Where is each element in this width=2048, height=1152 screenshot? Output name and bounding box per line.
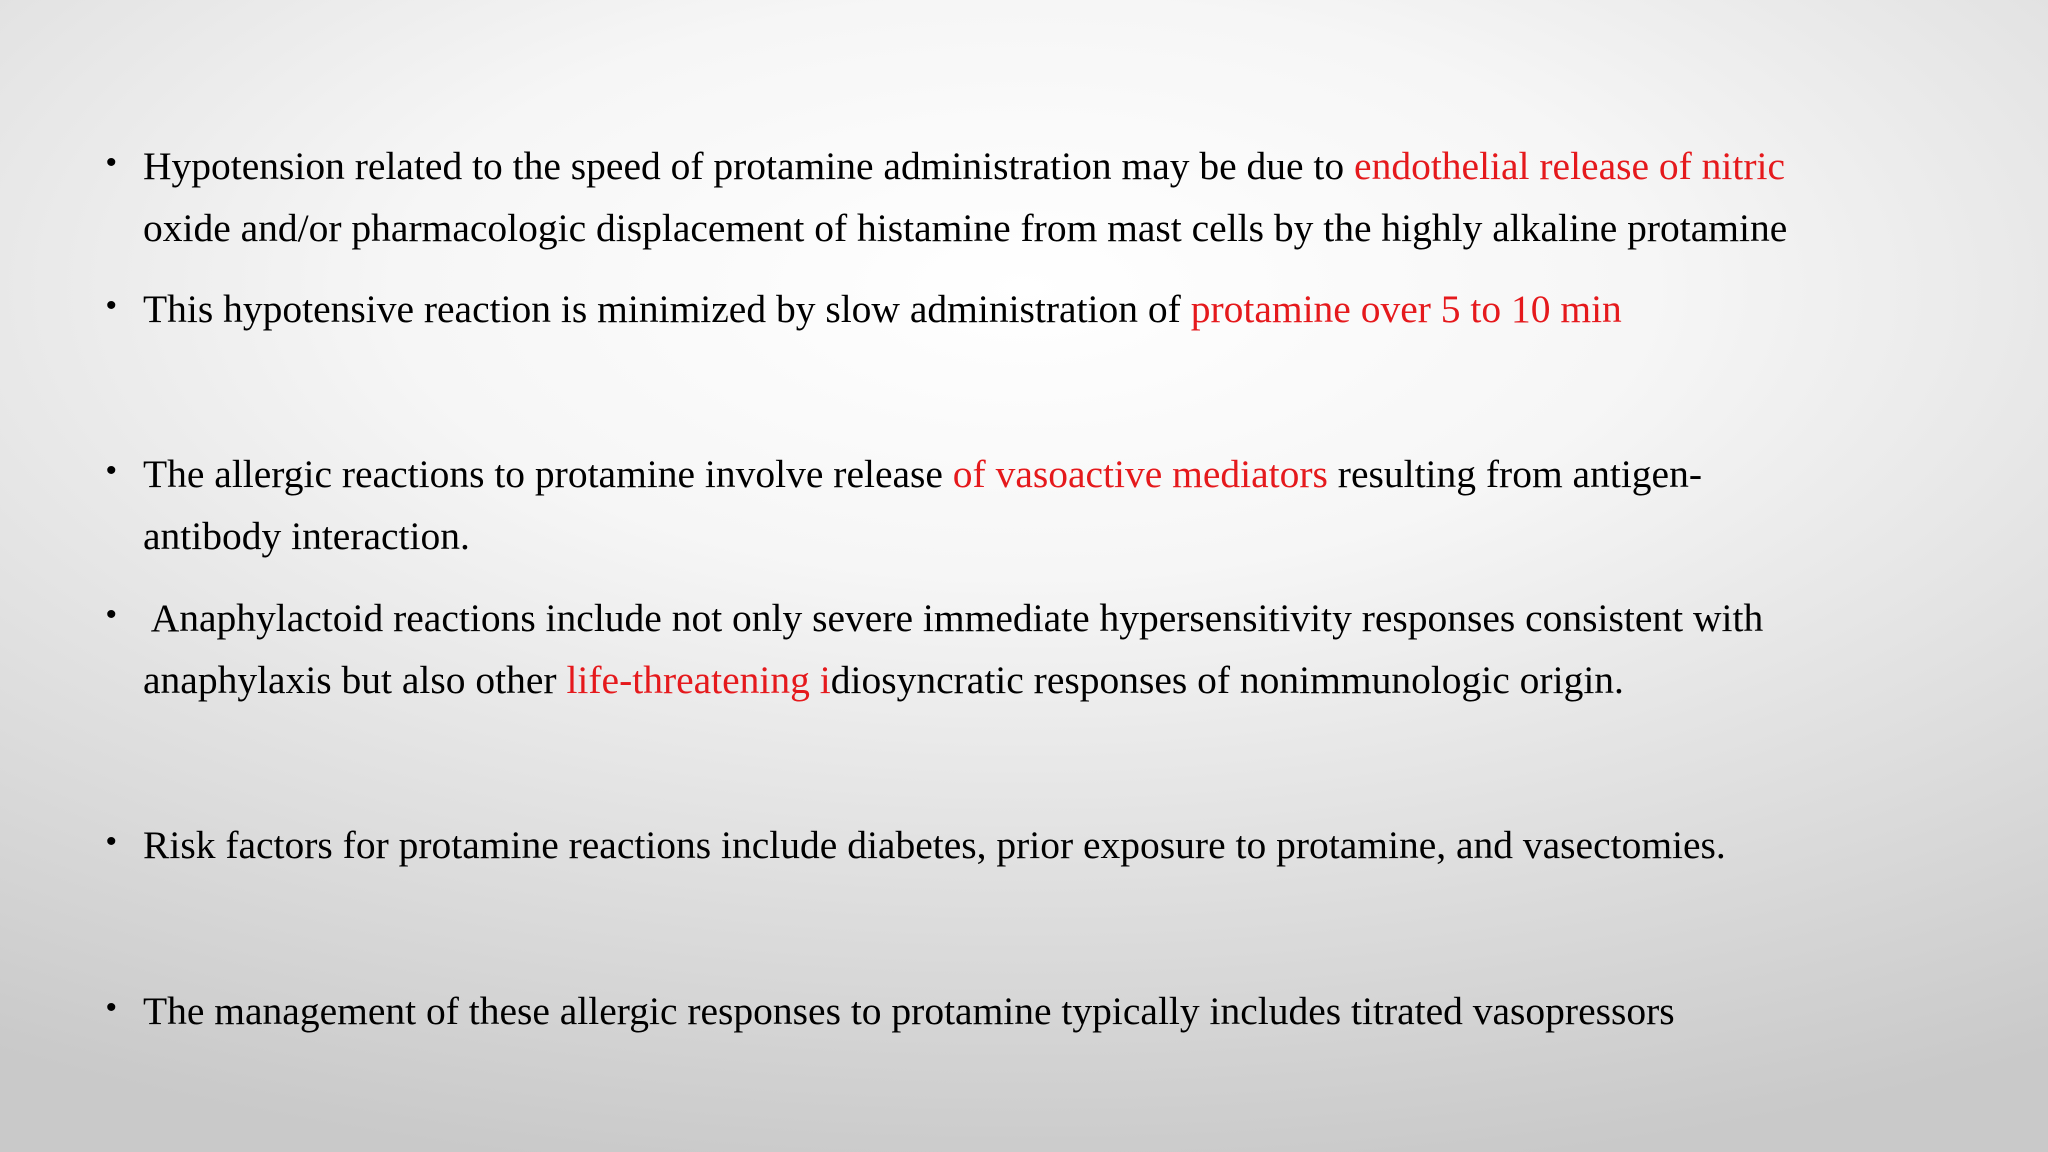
bullet-item-6: [143, 980, 1933, 1042]
text-run: The allergic reactions to protamine involve release: [143, 452, 953, 496]
text-run: Anaphylactoid reactions include not only severe immediate hypersensitivity responses consistent with: [143, 596, 1764, 640]
bullet-2-line-1: [143, 278, 1933, 340]
highlighted-text: of vasoactive mediators: [952, 452, 1328, 496]
bullet-6-line-1: [143, 980, 1933, 1042]
text-run: This hypotensive reaction is minimized by slow administration of: [143, 287, 1191, 331]
bullet-3-line-1: [143, 443, 1933, 505]
text-run: diosyncratic responses of nonimmunologic origin.: [830, 658, 1624, 702]
bullet-1-line-1: [143, 135, 1933, 197]
text-run: Risk factors for protamine reactions include diabetes, prior exposure to protamine, and vasectomies.: [143, 823, 1726, 867]
highlighted-text: life-threatening i: [566, 658, 831, 702]
text-run: The management of these allergic responses to protamine typically includes titrated vasopressors: [143, 989, 1675, 1033]
bullet-item-5: [143, 814, 1933, 876]
text-run: anaphylaxis but also other: [143, 658, 567, 702]
bullet-item-4: [143, 587, 1933, 711]
text-run: resulting from antigen-: [1327, 452, 1702, 496]
bullet-5-line-1: [143, 814, 1933, 876]
bullet-1-line-2: [143, 197, 1933, 259]
bullet-4-line-2: [143, 649, 1933, 711]
text-run: antibody interaction.: [143, 514, 470, 558]
bullet-4-line-1: [143, 587, 1933, 649]
highlighted-text: endothelial release of nitric: [1354, 144, 1786, 188]
bullet-item-2: [143, 278, 1933, 340]
text-run: Hypotension related to the speed of protamine administration may be due to: [143, 144, 1355, 188]
bullet-item-3: [143, 443, 1933, 567]
text-run: oxide and/or pharmacologic displacement of histamine from mast cells by the highly alkaline protamine: [143, 206, 1788, 250]
bullet-3-line-2: [143, 505, 1933, 567]
highlighted-text: protamine over 5 to 10 min: [1190, 287, 1622, 331]
bullet-item-1: [143, 135, 1933, 259]
